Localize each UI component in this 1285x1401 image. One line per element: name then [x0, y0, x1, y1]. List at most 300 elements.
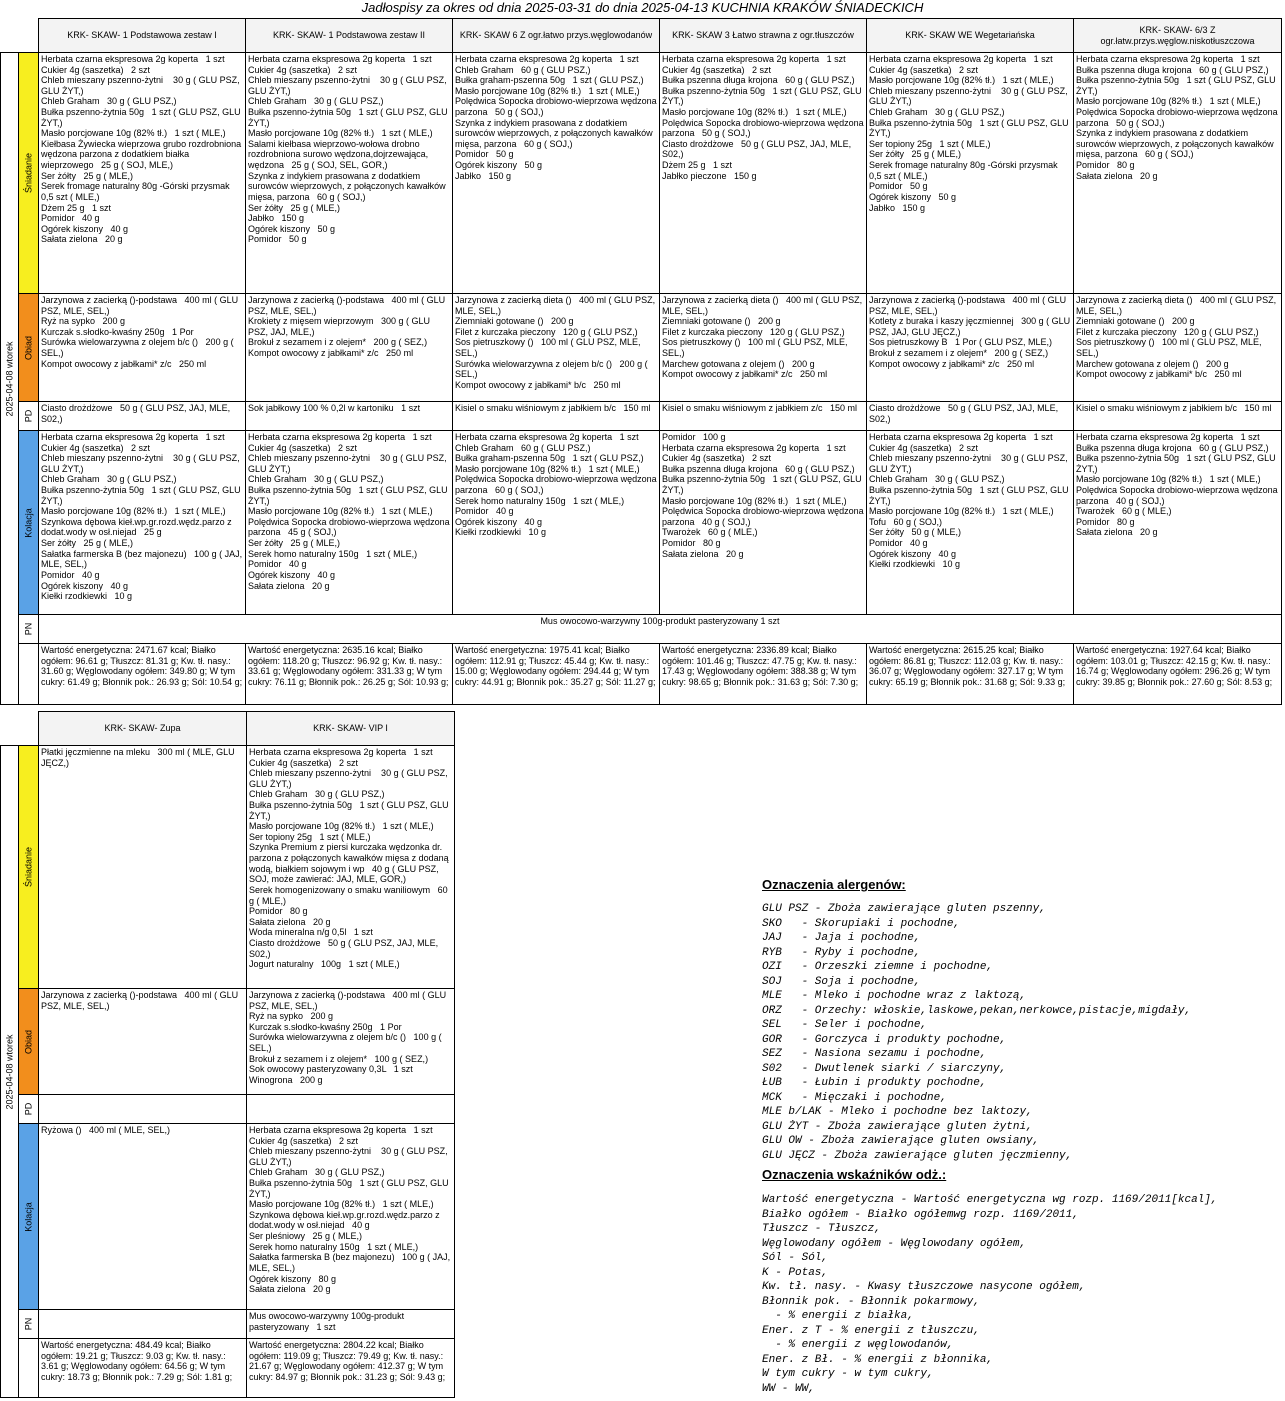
menu-item: Ogórek kiszony 80 g	[249, 1273, 337, 1284]
menu-item: Serek fromage naturalny 80g -Górski przysmak 0,5 szt ( MLE,)	[41, 181, 233, 202]
menu-item: Szynka z indykiem prasowana z dodatkiem surowców wieprzowych, z połączonych kawałków mięsa, parzona 60 g ( SOJ,)	[1076, 128, 1277, 160]
pd-cell	[867, 402, 1074, 431]
indicator-item: Sól - Sól,	[762, 1252, 829, 1264]
pn-shared-cell: Mus owocowo-warzywny 100g-produkt pasteryzowany 1 szt	[39, 615, 1282, 644]
obiad-cell	[453, 294, 660, 402]
menu-item: Chleb mieszany pszenno-żytni 30 g ( GLU PSZ, GLU ŻYT,)	[869, 453, 1071, 474]
pd-cell	[1074, 402, 1282, 431]
menu-item: Ser żółty 50 g ( MLE,)	[869, 527, 962, 538]
allergen-item: S02 - Dwutlenek siarki / siarczyny,	[762, 1062, 1007, 1075]
menu-item: Herbata czarna ekspresowa 2g koperta 1 szt	[1076, 54, 1260, 64]
menu-item: Chleb mieszany pszenno-żytni 30 g ( GLU PSZ, GLU ŻYT,)	[248, 453, 450, 474]
pd-cell	[453, 402, 660, 431]
indicator-item: - % energii z białka,	[762, 1310, 914, 1322]
menu-item: Sok jabłkowy 100 % 0,2l w kartoniku 1 szt	[248, 403, 421, 413]
menu-item: Ogórek kiszony 40 g	[869, 548, 957, 559]
menu-item: Masło porcjowane 10g (82% tł.) 1 szt ( MLE,)	[455, 85, 640, 96]
diet-header: KRK- SKAW 6 Z ogr.łatwo przys.węglowodanów	[453, 19, 660, 53]
menu-item: Sałatka farmerska B (bez majonezu) 100 g ( JAJ, MLE, SEL,)	[249, 1252, 453, 1273]
menu-item: Jarzynowa z zacierką ()-podstawa 400 ml ( GLU PSZ, MLE, SEL,)	[248, 295, 448, 316]
menu-item: Sos pietruszkowy () 100 ml ( GLU PSZ, MLE, SEL,)	[1076, 337, 1265, 359]
menu-item: Bułka pszenno-żytnia 50g 1 szt ( GLU PSZ, GLU ŻYT,)	[248, 107, 451, 128]
menu-item: Cukier 4g (saszetka) 2 szt	[249, 1135, 359, 1146]
menu-item: Pomidor 50 g	[455, 149, 514, 160]
pd-cell	[39, 1095, 247, 1124]
menu-item: Serek homo naturalny 150g 1 szt ( MLE,)	[249, 1241, 419, 1252]
menu-item: Herbata czarna ekspresowa 2g koperta 1 szt	[248, 54, 432, 64]
menu-item: Cukier 4g (saszetka) 2 szt	[249, 757, 359, 768]
menu-item: Polędwica Sopocka drobiowo-wieprzowa wędzona parzona 50 g ( SOJ,)	[455, 96, 660, 118]
allergen-item: GLU JĘCZ - Zboża zawierające gluten jęczmienny,	[762, 1149, 1073, 1162]
menu-item: Chleb mieszany pszenno-żytni 30 g ( GLU PSZ, GLU ŻYT,)	[249, 768, 451, 789]
menu-item: Kiełki rzodkiewki 10 g	[455, 527, 547, 538]
row-pn	[1, 615, 1282, 644]
row-sniadanie	[1, 746, 455, 989]
obiad-cell	[1074, 294, 1282, 402]
obiad-cell	[660, 294, 867, 402]
row-obiad	[1, 989, 455, 1095]
menu-item: Bułka pszenno-żytnia 50g 1 szt ( GLU PSZ, GLU ŻYT,)	[248, 485, 451, 506]
menu-item: Jarzynowa z zacierką dieta () 400 ml ( GLU PSZ, MLE, SEL,)	[455, 295, 658, 316]
meal-label-pd: PD	[19, 402, 39, 431]
menu-item: Bułka pszenna długa krojona 60 g ( GLU PSZ,)	[1076, 442, 1269, 453]
page-title: Jadłospisy za okres od dnia 2025-03-31 do dnia 2025-04-13 KUCHNIA KRAKÓW ŚNIADECKICH	[361, 0, 924, 15]
menu-item: Bułka pszenna długa krojona 60 g ( GLU PSZ,)	[662, 75, 855, 86]
menu-item: Herbata czarna ekspresowa 2g koperta 1 szt	[41, 54, 225, 64]
menu-item: Bułka pszenno-żytnia 50g 1 szt ( GLU PSZ, GLU ŻYT,)	[41, 485, 244, 506]
indicator-item: Kw. tł. nasy. - Kwasy tłuszczowe nasycone ogółem,	[762, 1281, 1086, 1293]
menu-item: Jarzynowa z zacierką ()-podstawa 400 ml ( GLU PSZ, MLE, SEL,)	[869, 295, 1069, 316]
menu-item: Sałata zielona 20 g	[1076, 527, 1158, 538]
meal-label-sniadanie: Śniadanie	[19, 53, 39, 294]
menu-item: Ser żółty 25 g ( MLE,)	[41, 170, 134, 181]
header-corner	[1, 19, 39, 53]
nutrition-cell: Wartość energetyczna: 2615.25 kcal; Białko ogółem: 86.81 g; Tłuszcz: 112.03 g; Kw. tł. nasy.: 36.07 g; Węglowodany ogółem: 327.17 g; W tym cukry: 65.19 g; Błonnik pok.: 31.68 g; Sól: 9.33 g;	[867, 644, 1074, 705]
nutrition-cell: Wartość energetyczna: 2635.16 kcal; Białko ogółem: 118.20 g; Tłuszcz: 96.92 g; Kw. tł. nasy.: 33.61 g; Węglowodany ogółem: 331.33 g; W tym cukry: 76.11 g; Błonnik pok.: 26.25 g; Sól: 10.93 g;	[246, 644, 453, 705]
row-kolacja	[1, 431, 1282, 615]
row-wartosc	[1, 1339, 455, 1398]
nutrition-cell: Wartość energetyczna: 1927.64 kcal; Białko ogółem: 103.01 g; Tłuszcz: 42.15 g; Kw. tł. nasy.: 16.74 g; Węglowodany ogółem: 296.26 g; W tym cukry: 39.85 g; Błonnik pok.: 27.60 g; Sól: 8.53 g;	[1074, 644, 1282, 705]
menu-item: Masło porcjowane 10g (82% tł.) 1 szt ( MLE,)	[248, 506, 433, 517]
menu-item: Dżem 25 g 1 szt	[662, 160, 733, 171]
menu-item: Pomidor 100 g	[662, 432, 726, 442]
allergen-item: GOR - Gorczyca i produkty pochodne,	[762, 1033, 1007, 1046]
menu-item: Chleb mieszany pszenno-żytni 30 g ( GLU PSZ, GLU ŻYT,)	[249, 1146, 451, 1167]
meal-label-wartosc	[19, 644, 39, 705]
menu-item: Herbata czarna ekspresowa 2g koperta 1 szt	[249, 747, 433, 757]
menu-item: Cukier 4g (saszetka) 2 szt	[41, 64, 151, 75]
menu-item: Bułka pszenno-żytnia 50g 1 szt ( GLU PSZ, GLU ŻYT,)	[869, 485, 1072, 506]
sniadanie-cell	[39, 53, 246, 294]
menu-item: Chleb mieszany pszenno-żytni 30 g ( GLU PSZ, GLU ŻYT,)	[41, 75, 243, 96]
menu-item: Szynka z indykiem prasowana z dodatkiem surowców wieprzowych, z połączonych kawałków mięsa, parzona 60 g ( SOJ,)	[248, 170, 449, 202]
menu-item: Pomidor 50 g	[248, 234, 307, 245]
date-cell	[1, 746, 19, 1398]
menu-item: Jabłko pieczone 150 g	[662, 170, 757, 181]
menu-item: Cukier 4g (saszetka) 2 szt	[248, 64, 358, 75]
menu-item: Masło porcjowane 10g (82% tł.) 1 szt ( MLE,)	[248, 128, 433, 139]
kolacja-cell	[246, 431, 453, 615]
sniadanie-cell	[867, 53, 1074, 294]
allergen-item: JAJ - Jaja i pochodne,	[762, 932, 921, 944]
meal-label-pn: PN	[19, 615, 39, 644]
menu-item: Krokiety z mięsem wieprzowym 300 g ( GLU PSZ, JAJ, MLE,)	[248, 316, 433, 337]
menu-item: Ciasto drożdżowe 50 g ( GLU PSZ, JAJ, MLE, S02,)	[41, 403, 233, 424]
menu-item: Ogórek kiszony 40 g	[248, 569, 336, 580]
pn-cell	[39, 1310, 247, 1339]
menu-item: Dżem 25 g 1 szt	[41, 202, 112, 213]
kolacja-cell	[247, 1124, 455, 1310]
menu-item: Ciasto drożdżowe 50 g ( GLU PSZ, JAJ, MLE, S02,)	[249, 937, 441, 959]
meal-label-pn: PN	[19, 1310, 39, 1339]
indicator-item: Błonnik pok. - Błonnik pokarmowy,	[762, 1295, 980, 1308]
menu-item: Ser topiony 25g 1 szt ( MLE,)	[249, 831, 371, 842]
diet-header: KRK- SKAW- Zupa	[39, 712, 247, 746]
date-label: 2025-04-08 wtorek	[4, 340, 15, 417]
menu-item: Serek homo naturalny 150g 1 szt ( MLE,)	[248, 548, 418, 559]
menu-item: Sok owocowy pasteryzowany 0,3L 1 szt	[249, 1064, 413, 1075]
menu-item: Chleb mieszany pszenno-żytni 30 g ( GLU PSZ, GLU ŻYT,)	[41, 453, 243, 474]
menu-item: Kotlety z buraka i kaszy jęczmiennej 300 g ( GLU PSZ, JAJ, GLU JĘCZ,)	[869, 316, 1073, 337]
menu-item: Jabłko 150 g	[248, 213, 305, 224]
menu-item: Jarzynowa z zacierką ()-podstawa 400 ml ( GLU PSZ, MLE, SEL,)	[249, 990, 449, 1011]
menu-item: Twarożek 60 g ( MLE,)	[662, 527, 758, 538]
diet-header: KRK- SKAW- VIP I	[247, 712, 455, 746]
diet-header: KRK- SKAW- 1 Podstawowa zestaw I	[39, 19, 246, 53]
menu-item: Ziemniaki gotowane () 200 g	[662, 316, 781, 327]
menu-item: Ogórek kiszony 40 g	[41, 580, 129, 591]
indicator-item: WW - WW,	[762, 1382, 815, 1395]
menu-item: Kompot owocowy z jabłkami* z/c 250 ml	[248, 348, 414, 359]
menu-item: Cukier 4g (saszetka) 2 szt	[248, 442, 358, 453]
menu-item: Bułka pszenno-żytnia 50g 1 szt ( GLU PSZ, GLU ŻYT,)	[1076, 75, 1279, 96]
menu-item: Kurczak s.słodko-kwaśny 250g 1 Por	[41, 326, 194, 337]
meal-label-obiad: Obiad	[19, 989, 39, 1095]
diet-header: KRK- SKAW 3 Łatwo strawna z ogr.tłuszczów	[660, 19, 867, 53]
menu-item: Pomidor 40 g	[869, 538, 928, 549]
indicator-item: Wartość energetyczna - Wartość energetyczna wg rozp. 1169/2011[kcal],	[762, 1194, 1218, 1206]
pd-cell	[660, 402, 867, 431]
menu-table-bottom	[0, 711, 455, 1398]
menu-item: Bułka graham-pszenna 50g 1 szt ( GLU PSZ,)	[455, 75, 644, 86]
indicator-item: K - Potas,	[762, 1266, 829, 1279]
menu-item: Ciasto drożdżowe 50 g ( GLU PSZ, JAJ, MLE, S02,)	[662, 138, 854, 160]
sniadanie-cell	[39, 746, 247, 989]
menu-item: Filet z kurczaka pieczony 120 g ( GLU PSZ,)	[1076, 326, 1259, 337]
menu-item: Masło porcjowane 10g (82% tł.) 1 szt ( MLE,)	[662, 495, 847, 506]
menu-item: Ogórek kiszony 50 g	[248, 223, 336, 234]
obiad-cell	[39, 989, 247, 1095]
menu-item: Kisiel o smaku wiśniowym z jabłkiem b/c 150 ml	[455, 403, 651, 413]
menu-item: Chleb Graham 30 g ( GLU PSZ,)	[248, 474, 384, 485]
menu-item: Twarożek 60 g ( MLE,)	[1076, 506, 1172, 517]
indicator-item: Ener. z Bł. - % energii z błonnika,	[762, 1353, 994, 1366]
menu-item: Ogórek kiszony 50 g	[869, 191, 957, 202]
meal-label-kolacja: Kolacja	[19, 1124, 39, 1310]
menu-item: Kisiel o smaku wiśniowym z jabłkiem z/c 150 ml	[662, 403, 858, 413]
row-obiad	[1, 294, 1282, 402]
menu-item: Bułka pszenno-żytnia 50g 1 szt ( GLU PSZ, GLU ŻYT,)	[249, 800, 452, 821]
menu-item: Herbata czarna ekspresowa 2g koperta 1 szt	[249, 1125, 433, 1135]
menu-item: Sałata zielona 20 g	[662, 548, 744, 559]
diet-header: KRK- SKAW WE Wegetariańska	[867, 19, 1074, 53]
menu-item: Bułka pszenna długa krojona 60 g ( GLU PSZ,)	[1076, 64, 1269, 75]
menu-item: Polędwica Sopocka drobiowo-wieprzowa wędzona parzona 50 g ( SOJ,)	[662, 117, 867, 139]
allergen-legend-heading: Oznaczenia alergenów:	[762, 877, 906, 892]
indicator-item: - % energii z węglowodanów,	[762, 1339, 954, 1351]
menu-item: Sos pietruszkowy () 100 ml ( GLU PSZ, MLE, SEL,)	[455, 337, 644, 359]
menu-item: Mus owocowo-warzywny 100g-produkt pasteryzowany 1 szt	[249, 1311, 407, 1332]
menu-item: Pomidor 80 g	[662, 538, 721, 549]
menu-item: Masło porcjowane 10g (82% tł.) 1 szt ( MLE,)	[249, 821, 434, 832]
allergen-item: OZI - Orzeszki ziemne i pochodne,	[762, 961, 994, 973]
kolacja-cell	[1074, 431, 1282, 615]
indicator-legend-heading: Oznaczenia wskaźników odż.:	[762, 1167, 947, 1182]
allergen-legend	[762, 877, 1191, 1163]
menu-item: Pomidor 40 g	[248, 559, 307, 570]
menu-item: Ryżowa () 400 ml ( MLE, SEL,)	[41, 1125, 171, 1135]
menu-item: Kompot owocowy z jabłkami* z/c 250 ml	[41, 358, 207, 369]
obiad-cell	[867, 294, 1074, 402]
kolacja-cell	[660, 431, 867, 615]
menu-item: Chleb Graham 60 g ( GLU PSZ,)	[455, 64, 591, 75]
menu-item: Jarzynowa z zacierką ()-podstawa 400 ml ( GLU PSZ, MLE, SEL,)	[41, 990, 241, 1011]
menu-item: Herbata czarna ekspresowa 2g koperta 1 szt	[662, 54, 846, 64]
menu-item: Sałata zielona 20 g	[249, 1284, 331, 1295]
menu-item: Ciasto drożdżowe 50 g ( GLU PSZ, JAJ, MLE, S02,)	[869, 403, 1061, 424]
menu-item: Kurczak s.słodko-kwaśny 250g 1 Por	[249, 1021, 402, 1032]
menu-item: Pomidor 40 g	[41, 569, 100, 580]
menu-item: Brokuł z sezamem i z olejem* 200 g ( SEZ,)	[248, 337, 428, 348]
date-cell	[1, 53, 19, 705]
menu-item: Szynkowa dębowa kieł.wp.gr.rozd.wędz.parzo z dodat.wody w osł.niejad 25 g	[41, 516, 235, 538]
menu-item: Chleb Graham 30 g ( GLU PSZ,)	[869, 107, 1005, 118]
menu-item: Winogrona 200 g	[249, 1074, 323, 1085]
meal-label-wartosc	[19, 1339, 39, 1398]
nutrition-cell: Wartość energetyczna: 2336.89 kcal; Białko ogółem: 101.46 g; Tłuszcz: 47.75 g; Kw. tł. nasy.: 17.43 g; Węglowodany ogółem: 388.38 g; W tym cukry: 98.65 g; Błonnik pok.: 31.63 g; Sól: 7.30 g;	[660, 644, 867, 705]
menu-item: Chleb Graham 30 g ( GLU PSZ,)	[249, 1167, 385, 1178]
allergen-item: GLU OW - Zboża zawierające gluten owsiany,	[762, 1135, 1040, 1147]
menu-item: Brokuł z sezamem i z olejem* 200 g ( SEZ,)	[869, 348, 1049, 359]
menu-item: Kiełki rzodkiewki 10 g	[41, 591, 133, 602]
menu-item: Herbata czarna ekspresowa 2g koperta 1 szt	[455, 432, 639, 442]
menu-item: Jarzynowa z zacierką ()-podstawa 400 ml ( GLU PSZ, MLE, SEL,)	[41, 295, 241, 316]
meal-label-obiad: Obiad	[19, 294, 39, 402]
menu-item: Sałata zielona 20 g	[1076, 170, 1158, 181]
menu-item: Masło porcjowane 10g (82% tł.) 1 szt ( MLE,)	[249, 1199, 434, 1210]
menu-item: Jogurt naturalny 100g 1 szt ( MLE,)	[249, 959, 400, 970]
allergen-item: MLE b/LAK - Mleko i pochodne bez laktozy,	[762, 1106, 1033, 1118]
menu-item: Kompot owocowy z jabłkami* z/c 250 ml	[869, 358, 1035, 369]
menu-item: Pomidor 50 g	[869, 181, 928, 192]
menu-item: Jabłko 150 g	[455, 170, 512, 181]
menu-item: Ziemniaki gotowane () 200 g	[1076, 316, 1195, 327]
allergen-item: RYB - Ryby i pochodne,	[762, 946, 921, 959]
kolacja-cell	[867, 431, 1074, 615]
menu-item: Kisiel o smaku wiśniowym z jabłkiem b/c 150 ml	[1076, 403, 1272, 413]
menu-item: Polędwica Sopocka drobiowo-wieprzowa wędzona parzona 50 g ( SOJ,)	[1076, 107, 1281, 128]
allergen-item: ŁUB - Łubin i produkty pochodne,	[762, 1077, 987, 1089]
sniadanie-cell	[247, 746, 455, 989]
menu-item: Ogórek kiszony 40 g	[455, 516, 543, 527]
menu-item: Masło porcjowane 10g (82% tł.) 1 szt ( MLE,)	[662, 107, 847, 118]
menu-item: Jarzynowa z zacierką dieta () 400 ml ( GLU PSZ, MLE, SEL,)	[1076, 295, 1279, 316]
nutrition-cell: Wartość energetyczna: 2804.22 kcal; Białko ogółem: 119.09 g; Tłuszcz: 79.49 g; Kw. tł. nasy.: 21.67 g; Węglowodany ogółem: 412.37 g; W tym cukry: 84.97 g; Błonnik pok.: 31.23 g; Sól: 9.43 g;	[247, 1339, 455, 1398]
menu-item: Chleb Graham 30 g ( GLU PSZ,)	[41, 474, 177, 485]
menu-item: Masło porcjowane 10g (82% tł.) 1 szt ( MLE,)	[1076, 96, 1261, 107]
menu-item: Szynka Premium z piersi kurczaka wędzonka dr. parzona z połączonych kawałków mięsa z dodaną wodą, białkiem sojowym i wp 40 g ( GLU PSZ, SOJ, może zawierać: JAJ, MLE, GOR,)	[249, 842, 452, 885]
menu-item: Ser żółty 25 g ( MLE,)	[248, 202, 341, 213]
menu-item: Herbata czarna ekspresowa 2g koperta 1 szt	[248, 432, 432, 442]
menu-item: Herbata czarna ekspresowa 2g koperta 1 szt	[1076, 432, 1260, 442]
menu-item: Masło porcjowane 10g (82% tł.) 1 szt ( MLE,)	[41, 506, 226, 517]
row-wartosc	[1, 644, 1282, 705]
menu-item: Chleb Graham 30 g ( GLU PSZ,)	[869, 474, 1005, 485]
menu-item: Sos pietruszkowy B 1 Por ( GLU PSZ, MLE,)	[869, 337, 1053, 348]
menu-item: Cukier 4g (saszetka) 2 szt	[662, 453, 772, 464]
menu-item: Cukier 4g (saszetka) 2 szt	[662, 64, 772, 75]
indicator-item: Tłuszcz - Tłuszcz,	[762, 1223, 881, 1235]
menu-item: Bułka pszenno-żytnia 50g 1 szt ( GLU PSZ, GLU ŻYT,)	[662, 474, 865, 496]
menu-item: Polędwica Sopocka drobiowo-wieprzowa wędzona parzona 60 g ( SOJ,)	[455, 474, 660, 496]
obiad-cell	[39, 294, 246, 402]
menu-item: Filet z kurczaka pieczony 120 g ( GLU PSZ,)	[455, 326, 638, 337]
menu-item: Pomidor 40 g	[41, 213, 100, 224]
indicator-item: Ener. z T - % energii z tłuszczu,	[762, 1324, 980, 1337]
diet-header: KRK- SKAW- 1 Podstawowa zestaw II	[246, 19, 453, 53]
menu-item: Herbata czarna ekspresowa 2g koperta 1 szt	[41, 432, 225, 442]
menu-item: Marchew gotowana z olejem () 200 g	[1076, 358, 1229, 369]
kolacja-cell	[453, 431, 660, 615]
row-pd	[1, 402, 1282, 431]
menu-item: Szynkowa dębowa kieł.wp.gr.rozd.wędz.parzo z dodat.wody w osł.niejad 40 g	[249, 1209, 443, 1231]
menu-item: Tofu 60 g ( SOJ,)	[869, 516, 943, 527]
date-label: 2025-04-08 wtorek	[4, 1033, 15, 1110]
menu-item: Herbata czarna ekspresowa 2g koperta 1 szt	[869, 54, 1053, 64]
pd-cell	[247, 1095, 455, 1124]
menu-item: Sałata zielona 20 g	[248, 580, 330, 591]
menu-item: Ser żółty 25 g ( MLE,)	[869, 149, 962, 160]
menu-item: Filet z kurczaka pieczony 120 g ( GLU PSZ,)	[662, 326, 845, 337]
obiad-cell	[247, 989, 455, 1095]
allergen-item: SOJ - Soja i pochodne,	[762, 975, 921, 988]
menu-table-top	[0, 18, 1282, 705]
menu-item: Ser żółty 25 g ( MLE,)	[248, 538, 341, 549]
menu-item: Chleb mieszany pszenno-żytni 30 g ( GLU PSZ, GLU ŻYT,)	[869, 85, 1071, 107]
menu-item: Marchew gotowana z olejem () 200 g	[662, 358, 815, 369]
menu-item: Sałata zielona 20 g	[41, 234, 123, 245]
allergen-item: GLU PSZ - Zboża zawierające gluten pszenny,	[762, 903, 1046, 915]
menu-item: Kompot owocowy z jabłkami* b/c 250 ml	[1076, 369, 1242, 380]
sniadanie-cell	[660, 53, 867, 294]
row-pn	[1, 1310, 455, 1339]
diet-header: KRK- SKAW- 6/3 Z ogr.łatw.przys.węglow.niskotłuszczowa	[1074, 19, 1282, 53]
row-pd	[1, 1095, 455, 1124]
indicator-item: W tym cukry - w tym cukry,	[762, 1368, 934, 1380]
meal-label-pd: PD	[19, 1095, 39, 1124]
nutrition-cell: Wartość energetyczna: 1975.41 kcal; Białko ogółem: 112.91 g; Tłuszcz: 45.44 g; Kw. tł. nasy.: 15.00 g; Węglowodany ogółem: 294.44 g; W tym cukry: 44.91 g; Błonnik pok.: 35.27 g; Sól: 11.27 g;	[453, 644, 660, 705]
menu-item: Chleb Graham 30 g ( GLU PSZ,)	[249, 789, 385, 800]
sniadanie-cell	[246, 53, 453, 294]
menu-item: Herbata czarna ekspresowa 2g koperta 1 szt	[455, 54, 639, 64]
menu-item: Chleb Graham 30 g ( GLU PSZ,)	[41, 96, 177, 107]
obiad-cell	[246, 294, 453, 402]
menu-item: Ser pleśniowy 25 g ( MLE,)	[249, 1231, 363, 1242]
menu-item: Ogórek kiszony 50 g	[455, 160, 543, 171]
diet-header-row	[1, 712, 455, 746]
menu-item: Masło porcjowane 10g (82% tł.) 1 szt ( MLE,)	[41, 128, 226, 139]
menu-item: Ser topiony 25g 1 szt ( MLE,)	[869, 138, 991, 149]
menu-item: Serek homogenizowany o smaku waniliowym 60 g ( MLE,)	[249, 884, 451, 906]
menu-item: Jabłko 150 g	[869, 202, 926, 213]
menu-item: Sałatka farmerska B (bez majonezu) 100 g ( JAJ, MLE, SEL,)	[41, 548, 245, 570]
menu-item: Bułka graham-pszenna 50g 1 szt ( GLU PSZ,)	[455, 453, 644, 464]
menu-item: Chleb mieszany pszenno-żytni 30 g ( GLU PSZ, GLU ŻYT,)	[248, 75, 450, 96]
menu-item: Bułka pszenno-żytnia 50g 1 szt ( GLU PSZ, GLU ŻYT,)	[41, 107, 244, 128]
nutrition-cell: Wartość energetyczna: 2471.67 kcal; Białko ogółem: 96.61 g; Tłuszcz: 81.31 g; Kw. tł. nasy.: 31.60 g; Węglowodany ogółem: 349.80 g; W tym cukry: 61.49 g; Błonnik pok.: 26.93 g; Sól: 10.54 g;	[39, 644, 246, 705]
menu-item: Surówka wielowarzywna z olejem b/c () 200 g ( SEL,)	[455, 358, 651, 380]
menu-item: Brokuł z sezamem i z olejem* 100 g ( SEZ,)	[249, 1053, 429, 1064]
menu-item: Cukier 4g (saszetka) 2 szt	[41, 442, 151, 453]
menu-item: Pomidor 80 g	[1076, 160, 1135, 171]
menu-item: Bułka pszenno-żytnia 50g 1 szt ( GLU PSZ, GLU ŻYT,)	[869, 117, 1072, 139]
kolacja-cell	[39, 1124, 247, 1310]
menu-item: Masło porcjowane 10g (82% tł.) 1 szt ( MLE,)	[869, 75, 1054, 86]
menu-item: Kiełki rzodkiewki 10 g	[869, 559, 961, 570]
pd-cell	[39, 402, 246, 431]
menu-item: Chleb Graham 60 g ( GLU PSZ,)	[455, 442, 591, 453]
pd-cell	[246, 402, 453, 431]
menu-item: Bułka pszenna długa krojona 60 g ( GLU PSZ,)	[662, 463, 855, 474]
menu-item: Cukier 4g (saszetka) 2 szt	[869, 64, 979, 75]
menu-item: Ser żółty 25 g ( MLE,)	[41, 538, 134, 549]
menu-item: Polędwica Sopocka drobiowo-wieprzowa wędzona parzona 40 g ( SOJ,)	[1076, 485, 1281, 506]
menu-item: Masło porcjowane 10g (82% tł.) 1 szt ( MLE,)	[1076, 474, 1261, 485]
allergen-item: SKO - Skorupiaki i pochodne,	[762, 917, 961, 930]
indicator-item: Białko ogółem - Białko ogółemwg rozp. 1169/2011,	[762, 1208, 1079, 1221]
menu-item: Sałata zielona 20 g	[249, 916, 331, 927]
menu-item: Polędwica Sopocka drobiowo-wieprzowa wędzona parzona 45 g ( SOJ,)	[248, 516, 453, 538]
menu-item: Szynka z indykiem prasowana z dodatkiem surowców wieprzowych, z połączonych kawałków mięsa, parzona 60 g ( SOJ,)	[455, 117, 656, 149]
menu-item: Ogórek kiszony 40 g	[41, 223, 129, 234]
menu-item: Salami kiełbasa wieprzowo-wołowa drobno rozdrobniona surowo wędzona,dojrzewająca, wędzona 25 g ( SOJ, SEL, GOR,)	[248, 138, 431, 171]
menu-item: Sos pietruszkowy () 100 ml ( GLU PSZ, MLE, SEL,)	[662, 337, 851, 359]
allergen-item: SEL - Seler i pochodne,	[762, 1019, 928, 1031]
indicator-item: Węglowodany ogółem - Węglowodany ogółem,	[762, 1237, 1027, 1250]
allergen-item: SEZ - Nasiona sezamu i pochodne,	[762, 1048, 987, 1060]
menu-item: Cukier 4g (saszetka) 2 szt	[869, 442, 979, 453]
menu-item: Pomidor 40 g	[455, 506, 514, 517]
menu-item: Herbata czarna ekspresowa 2g koperta 1 szt	[662, 442, 846, 453]
menu-item: Masło porcjowane 10g (82% tł.) 1 szt ( MLE,)	[869, 506, 1054, 517]
allergen-item: MCK - Mięczaki i pochodne,	[762, 1091, 947, 1104]
row-kolacja	[1, 1124, 455, 1310]
menu-item: Kompot owocowy z jabłkami* z/c 250 ml	[662, 369, 828, 380]
sniadanie-cell	[453, 53, 660, 294]
menu-item: Kompot owocowy z jabłkami* b/c 250 ml	[455, 379, 621, 390]
indicator-legend	[762, 1167, 1217, 1396]
row-sniadanie	[1, 53, 1282, 294]
menu-item: Masło porcjowane 10g (82% tł.) 1 szt ( MLE,)	[455, 463, 640, 474]
allergen-item: ORZ - Orzechy: włoskie,laskowe,pekan,nerkowce,pistacje,migdały,	[762, 1004, 1192, 1017]
allergen-item: MLE - Mleko i pochodne wraz z laktozą,	[762, 990, 1027, 1002]
nutrition-cell: Wartość energetyczna: 484.49 kcal; Białko ogółem: 19.21 g; Tłuszcz: 9.03 g; Kw. tł. nasy.: 3.61 g; Węglowodany ogółem: 64.56 g; W tym cukry: 18.73 g; Błonnik pok.: 7.29 g; Sól: 1.81 g;	[39, 1339, 247, 1398]
menu-item: Surówka wielowarzywna z olejem b/c () 100 g ( SEL,)	[249, 1032, 445, 1054]
menu-item: Bułka pszenno-żytnia 50g 1 szt ( GLU PSZ, GLU ŻYT,)	[1076, 453, 1279, 474]
menu-item: Ryż na sypko 200 g	[249, 1011, 334, 1022]
menu-item: Pomidor 80 g	[1076, 516, 1135, 527]
menu-item: Bułka pszenno-żytnia 50g 1 szt ( GLU PSZ, GLU ŻYT,)	[662, 85, 865, 107]
